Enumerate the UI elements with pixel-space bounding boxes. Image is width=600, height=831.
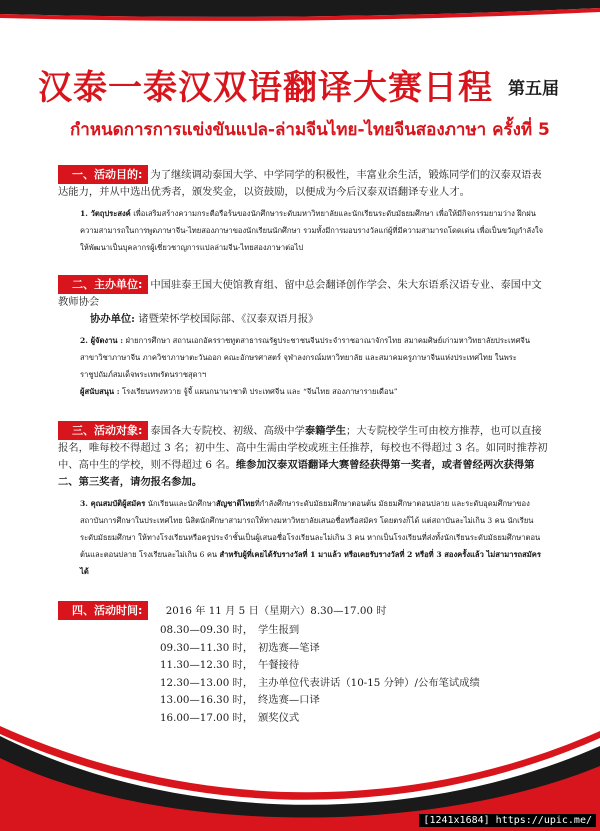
purpose-chinese (58, 165, 548, 201)
bottom-decorative-swoosh (0, 706, 600, 831)
schedule-event: 颁奖仪式 (258, 711, 300, 724)
schedule-date: 2016 年 11 月 5 日（星期六）8.30—17.00 时 (165, 605, 387, 617)
schedule-row (160, 640, 548, 658)
schedule-row (160, 657, 548, 675)
schedule-event: 学生报到 (258, 624, 300, 636)
participants-text-cn-1: 泰国各大专院校、初级、高级中学 (150, 425, 305, 437)
participants-thai (58, 495, 548, 580)
organizer-chinese (58, 275, 548, 311)
participants-bold-th-1: สัญชาติไทย (215, 499, 255, 508)
purpose-label-th: 1. วัตถุประสงค์ (80, 209, 131, 218)
section-heading-schedule: 四、活动时间: (58, 601, 148, 620)
participants-text-th-1: นักเรียนและนักศึกษา (147, 499, 216, 508)
image-watermark: [1241x1684] https://upic.me/ (419, 814, 596, 827)
section-heading-purpose: 一、活动目的: (58, 165, 148, 184)
co-organizer-text-cn: 诸暨荣怀学校国际部、《汉泰双语月报》 (138, 313, 319, 325)
section-heading-participants: 三、活动对象: (58, 421, 148, 440)
schedule-row (160, 622, 548, 640)
participants-text-th-2: ที่กำลังศึกษาระดับมัธยมศึกษาตอนต้น มัธยมศึกษาตอนปลาย และระดับอุดมศึกษาของสถาบันการศึกษาในประเทศไทย นิสิตนักศึกษาสามารถให้ทางมหาวิทยาลัยเสนอชื่อหรือสมัคร โดยตรงก็ได้ แต่สถาบันละไม่เกิน 3 คน นักเรียนระดับมัธยมศึกษา ให้ทางโรงเรียนหรือครูประจำชั้นเป็นผู้เสนอชื่อโรงเรียนละไม่เกิน 3 คน หากเป็นโรงเรียนที่ส่งทั้งนักเรียนระดับมัธยมศึกษาตอนต้นและตอนปลาย โรงเรียนละไม่เกิน 6 คน (80, 499, 541, 559)
section-heading-organizer: 二、主办单位: (58, 275, 148, 294)
schedule-time: 09.30—11.30 时， (160, 641, 254, 654)
schedule-event: 初选赛—笔译 (258, 641, 320, 654)
participants-bold-cn-2: 维参加汉泰双语翻译大赛曾经获得第一奖者，或者曾经两次获得第二、第三奖者，请勿报名参加。 (58, 459, 535, 488)
participants-chinese (58, 421, 548, 491)
participants-label-th: 3. คุณสมบัติผู้สมัคร (80, 499, 146, 508)
participants-bold-th-2: สำหรับผู้ที่เคยได้รับรางวัลที่ 1 มาแล้ว หรือเคยรับรางวัลที่ 2 หรือที่ 3 สองครั้งแล้ว ไม่สามารถสมัครได้ (80, 550, 541, 576)
supporter-thai (58, 383, 548, 400)
page-title: 汉泰一泰汉双语翻译大赛日程 (38, 68, 493, 108)
supporter-text-th: โรงเรียนหรงหวาย จู้จี้ แผนกนานาชาติ ประเทศจีน และ “จีนไทย สองภาษารายเดือน” (121, 387, 398, 396)
schedule-time: 11.30—12.30 时， (160, 659, 254, 672)
purpose-text-cn: 为了继续调动泰国大学、中学同学的积极性，丰富业余生活，锻炼同学们的汉泰双语表达能力，并从中选出优秀者，颁发奖金，以资鼓励，以便成为今后汉泰双语翻译专业人才。 (58, 169, 542, 198)
co-organizer-label-cn: 协办单位: (90, 313, 135, 325)
participants-text-cn-2: ；大专院校学生可由校方推荐，也可以直接报名，唯每校不得超过 3 名；初中生、高中生需由学校或班主任推荐，每校也不得超过 3 名。如同时推荐初中、高中生的学校，则不得超过 6 名。 (58, 425, 548, 471)
section-participants (58, 421, 548, 580)
top-decorative-band (0, 0, 600, 24)
supporter-label-th: ผู้สนับสนุน : (80, 387, 120, 396)
organizer-thai (58, 332, 548, 383)
co-organizer-chinese (58, 311, 548, 328)
schedule-event: 终选赛—口译 (258, 694, 320, 707)
participants-bold-cn-1: 泰籍学生 (304, 425, 347, 437)
page-subtitle-thai: กำหนดการการแข่งขันแปล-ล่ามจีนไทย-ไทยจีนสองภาษา ครั้งที่ 5 (70, 120, 550, 140)
schedule-time: 16.00—17.00 时， (160, 711, 254, 724)
schedule-row (160, 675, 548, 693)
organizer-text-cn: 中国驻泰王国大使馆教育组、留中总会翻译创作学会、朱大东语系汉语专业、泰国中文教师协会 (58, 279, 542, 308)
schedule-time: 13.00—16.30 时， (160, 694, 254, 707)
schedule-event: 主办单位代表讲话（10-15 分钟）/公布笔试成绩 (258, 676, 480, 689)
organizer-label-th: 2. ผู้จัดงาน : (80, 336, 124, 345)
organizer-text-th: ฝ่ายการศึกษา สถานเอกอัครราชทูตสาธารณรัฐประชาชนจีนประจำราชอาณาจักรไทย สมาคมศิษย์เก่ามหาวิทยาลัยประเทศจีน สาขาวิชาภาษาจีน ภาควิชาภาษาตะวันออก คณะอักษรศาสตร์ จุฬาลงกรณ์มหาวิทยาลัย และสมาคมครูภาษาจีนแห่งประเทศไทย ในพระราชูปถัมภ์สมเด็จพระเทพรัตนราชสุดาฯ (80, 336, 531, 379)
section-organizer (58, 275, 548, 400)
section-purpose (58, 165, 548, 256)
purpose-thai (58, 205, 548, 256)
schedule-time: 12.30—13.00 时， (160, 676, 254, 689)
schedule-time: 08.30—09.30 时， (160, 624, 254, 636)
schedule-event: 午餐接待 (258, 659, 300, 672)
purpose-text-th: เพื่อเสริมสร้างความกระตือรือร้นของนักศึกษาระดับมหาวิทยาลัยและนักเรียนระดับมัธยมศึกษา เพื่อให้มีกิจกรรมยามว่าง ฝึกฝนความสามารถในการพูดภาษาจีน-ไทยสองภาษาของนักเรียนนักศึกษา รวมทั้งมีการมอบรางวัลแก่ผู้ที่มีความสามารถโดดเด่น เพื่อเป็นขวัญกำลังใจให้พัฒนาเป็นบุคลากรผู้เชี่ยวชาญการแปลล่ามจีน-ไทยสองภาษาต่อไป (80, 209, 544, 252)
edition-label: 第五届 (508, 79, 559, 99)
schedule-heading-row (58, 601, 548, 620)
